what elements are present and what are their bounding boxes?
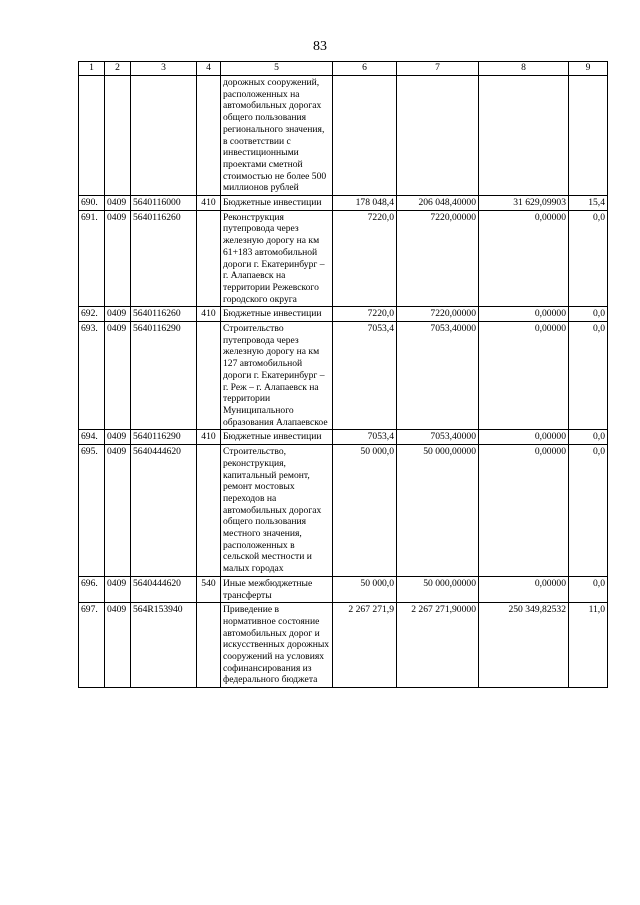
percent-cell: 0,0 <box>569 576 608 602</box>
executed-amount-cell: 0,00000 <box>479 445 569 577</box>
table-row <box>79 603 608 688</box>
target-code-cell: 5640116290 <box>131 430 197 445</box>
executed-amount-cell: 250 349,82532 <box>479 603 569 688</box>
plan-amount-cell: 178 048,4 <box>333 196 397 211</box>
percent-cell: 0,0 <box>569 445 608 577</box>
percent-cell: 15,4 <box>569 196 608 211</box>
executed-amount-cell: 31 629,09903 <box>479 196 569 211</box>
item-name-cell: Приведение в нормативное состояние автомобильных дорог и искусственных дорожных сооружений на условиях софинансирования из федерального бюджета <box>221 603 333 688</box>
percent-cell: 0,0 <box>569 210 608 307</box>
item-name-cell: Реконструкция путепровода через железную дорогу на км 61+183 автомобильной дороги г. Екатеринбург – г. Алапаевск на территории Режевского городского округа <box>221 210 333 307</box>
column-header: 1 <box>79 62 105 76</box>
approved-amount-cell: 7053,40000 <box>397 430 479 445</box>
column-header: 5 <box>221 62 333 76</box>
plan-amount-cell: 7053,4 <box>333 430 397 445</box>
percent-cell <box>569 76 608 196</box>
approved-amount-cell: 206 048,40000 <box>397 196 479 211</box>
expense-type-cell <box>197 76 221 196</box>
item-name-cell: Бюджетные инвестиции <box>221 307 333 322</box>
row-number-cell: 690. <box>79 196 105 211</box>
row-number-cell: 693. <box>79 322 105 430</box>
expense-type-cell <box>197 322 221 430</box>
page-number: 83 <box>313 39 327 54</box>
item-name-cell: Строительство, реконструкция, капитальный ремонт, ремонт мостовых переходов на автомобильных дорогах общего пользования местного значения, расположенных в сельской местности и малых городах <box>221 445 333 577</box>
approved-amount-cell: 7220,00000 <box>397 210 479 307</box>
approved-amount-cell: 50 000,00000 <box>397 445 479 577</box>
executed-amount-cell: 0,00000 <box>479 322 569 430</box>
executed-amount-cell: 0,00000 <box>479 307 569 322</box>
expense-type-cell: 540 <box>197 576 221 602</box>
percent-cell: 0,0 <box>569 430 608 445</box>
row-number-cell <box>79 76 105 196</box>
table-row <box>79 76 608 196</box>
executed-amount-cell <box>479 76 569 196</box>
plan-amount-cell: 50 000,0 <box>333 576 397 602</box>
expense-type-cell: 410 <box>197 196 221 211</box>
table-row <box>79 322 608 430</box>
expense-type-cell: 410 <box>197 307 221 322</box>
item-name-cell: Иные межбюджетные трансферты <box>221 576 333 602</box>
column-header: 9 <box>569 62 608 76</box>
plan-amount-cell: 7053,4 <box>333 322 397 430</box>
row-number-cell: 697. <box>79 603 105 688</box>
section-code-cell: 0409 <box>105 603 131 688</box>
plan-amount-cell: 50 000,0 <box>333 445 397 577</box>
percent-cell: 0,0 <box>569 322 608 430</box>
column-header: 4 <box>197 62 221 76</box>
expense-type-cell <box>197 603 221 688</box>
plan-amount-cell: 7220,0 <box>333 210 397 307</box>
section-code-cell: 0409 <box>105 322 131 430</box>
target-code-cell: 5640116290 <box>131 322 197 430</box>
expense-type-cell: 410 <box>197 430 221 445</box>
expense-type-cell <box>197 210 221 307</box>
section-code-cell: 0409 <box>105 210 131 307</box>
expense-type-cell <box>197 445 221 577</box>
column-header: 2 <box>105 62 131 76</box>
item-name-cell: Бюджетные инвестиции <box>221 430 333 445</box>
executed-amount-cell: 0,00000 <box>479 430 569 445</box>
executed-amount-cell: 0,00000 <box>479 210 569 307</box>
approved-amount-cell: 50 000,00000 <box>397 576 479 602</box>
approved-amount-cell: 7220,00000 <box>397 307 479 322</box>
target-code-cell: 5640444620 <box>131 576 197 602</box>
section-code-cell: 0409 <box>105 576 131 602</box>
section-code-cell <box>105 76 131 196</box>
row-number-cell: 691. <box>79 210 105 307</box>
table-body <box>79 76 608 688</box>
table-row <box>79 196 608 211</box>
target-code-cell: 5640116260 <box>131 210 197 307</box>
column-header: 6 <box>333 62 397 76</box>
plan-amount-cell: 7220,0 <box>333 307 397 322</box>
target-code-cell: 5640444620 <box>131 445 197 577</box>
column-header: 3 <box>131 62 197 76</box>
row-number-cell: 696. <box>79 576 105 602</box>
header-row <box>79 62 608 76</box>
target-code-cell: 564R153940 <box>131 603 197 688</box>
item-name-cell: Строительство путепровода через железную дорогу на км 127 автомобильной дороги г. Екатеринбург – г. Реж – г. Алапаевск на территории Муниципального образования Алапаевское <box>221 322 333 430</box>
target-code-cell: 5640116260 <box>131 307 197 322</box>
budget-table <box>78 61 608 688</box>
table-row <box>79 307 608 322</box>
table-row <box>79 445 608 577</box>
percent-cell: 0,0 <box>569 307 608 322</box>
section-code-cell: 0409 <box>105 307 131 322</box>
table-row <box>79 430 608 445</box>
plan-amount-cell: 2 267 271,9 <box>333 603 397 688</box>
target-code-cell: 5640116000 <box>131 196 197 211</box>
target-code-cell <box>131 76 197 196</box>
column-header: 8 <box>479 62 569 76</box>
row-number-cell: 695. <box>79 445 105 577</box>
approved-amount-cell <box>397 76 479 196</box>
item-name-cell: дорожных сооружений, расположенных на автомобильных дорогах общего пользования регионального значения, в соответствии с инвестиционными проектами сметной стоимостью не более 500 миллионов рублей <box>221 76 333 196</box>
row-number-cell: 692. <box>79 307 105 322</box>
row-number-cell: 694. <box>79 430 105 445</box>
column-header: 7 <box>397 62 479 76</box>
item-name-cell: Бюджетные инвестиции <box>221 196 333 211</box>
executed-amount-cell: 0,00000 <box>479 576 569 602</box>
table-row <box>79 576 608 602</box>
section-code-cell: 0409 <box>105 196 131 211</box>
approved-amount-cell: 2 267 271,90000 <box>397 603 479 688</box>
plan-amount-cell <box>333 76 397 196</box>
percent-cell: 11,0 <box>569 603 608 688</box>
section-code-cell: 0409 <box>105 430 131 445</box>
table-row <box>79 210 608 307</box>
approved-amount-cell: 7053,40000 <box>397 322 479 430</box>
section-code-cell: 0409 <box>105 445 131 577</box>
